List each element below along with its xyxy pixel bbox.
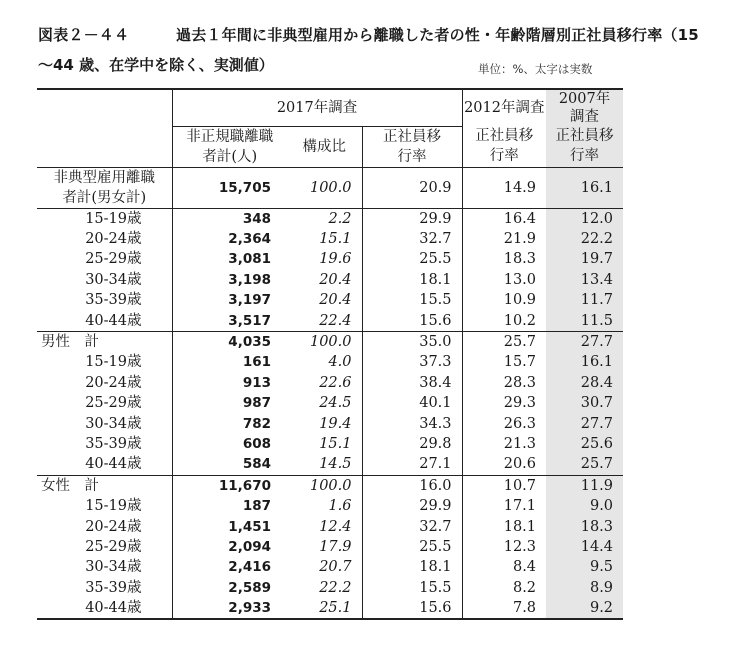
cell-rate-2017: 32.7 xyxy=(362,229,462,249)
row-label: 女性 計 xyxy=(37,475,172,496)
cell-rate-2017: 34.3 xyxy=(362,413,462,433)
document-title-line1 xyxy=(38,24,699,45)
cell-rate-2017: 25.5 xyxy=(362,249,462,269)
cell-rate-2007: 22.2 xyxy=(546,229,623,249)
header-leavers xyxy=(172,126,287,167)
row-label: 15-19歳 xyxy=(85,498,142,515)
cell-rate-2012: 7.8 xyxy=(462,598,546,619)
cell-rate-2012: 20.6 xyxy=(462,454,546,475)
cell-rate-2017: 16.0 xyxy=(362,475,462,496)
cell-count: 782 xyxy=(172,413,287,433)
row-label: 30-34歳 xyxy=(85,415,142,432)
row-label: 40-44歳 xyxy=(85,312,142,329)
unit-note: 単位：%、太字は実数 xyxy=(478,62,593,76)
header-2007-survey xyxy=(546,89,623,126)
row-label: 15-19歳 xyxy=(37,208,172,229)
row-label: 25-29歳 xyxy=(85,251,142,268)
cell-count: 15,705 xyxy=(172,167,287,208)
table-row xyxy=(37,373,623,393)
document-title-line2: ～44 歳、在学中を除く、実測値） xyxy=(38,56,274,74)
header-rate-2007-line1: 正社員移 xyxy=(555,128,614,145)
transition-rate-table xyxy=(37,88,623,620)
cell-count: 348 xyxy=(172,208,287,229)
cell-ratio: 25.1 xyxy=(287,598,362,619)
row-label: 40-44歳 xyxy=(37,598,172,619)
cell-rate-2007: 8.9 xyxy=(546,578,623,598)
cell-rate-2007: 9.2 xyxy=(546,598,623,619)
cell-rate-2007: 27.7 xyxy=(546,413,623,433)
table-row xyxy=(37,393,623,413)
header-rate-2012-line1: 正社員移 xyxy=(475,128,534,145)
cell-rate-2017: 15.6 xyxy=(362,598,462,619)
cell-rate-2012: 12.3 xyxy=(462,537,546,557)
cell-rate-2017: 25.5 xyxy=(362,537,462,557)
table-row xyxy=(37,290,623,310)
cell-rate-2012: 25.7 xyxy=(462,331,546,352)
cell-rate-2017: 29.8 xyxy=(362,434,462,454)
cell-rate-2012: 16.4 xyxy=(462,208,546,229)
cell-rate-2007: 11.5 xyxy=(546,310,623,331)
header-2007-line2: 調査 xyxy=(570,109,600,125)
cell-rate-2007: 16.1 xyxy=(546,167,623,208)
cell-rate-2012: 14.9 xyxy=(462,167,546,208)
cell-rate-2007: 19.7 xyxy=(546,249,623,269)
cell-rate-2007: 27.7 xyxy=(546,331,623,352)
cell-ratio: 19.4 xyxy=(319,415,352,432)
row-label: 男性 計 xyxy=(37,331,172,352)
cell-ratio: 100.0 xyxy=(287,475,362,496)
table-row xyxy=(37,310,623,331)
row-label: 20-24歳 xyxy=(85,518,142,535)
cell-rate-2017: 27.1 xyxy=(362,454,462,475)
cell-ratio: 14.5 xyxy=(319,456,352,473)
cell-count: 2,364 xyxy=(172,229,287,249)
header-blank-2 xyxy=(37,126,172,167)
table-row xyxy=(37,578,623,598)
table-row xyxy=(37,557,623,577)
header-2007-line1: 2007年 xyxy=(558,91,611,107)
cell-count: 3,197 xyxy=(172,290,287,310)
cell-rate-2012: 18.3 xyxy=(462,249,546,269)
cell-rate-2012: 26.3 xyxy=(462,413,546,433)
row-label: 25-29歳 xyxy=(85,395,142,412)
figure-number: 図表２－４４ xyxy=(38,26,130,44)
cell-ratio: 15.1 xyxy=(319,231,352,248)
header-leavers-line2: 者計(人) xyxy=(202,148,258,165)
cell-ratio: 4.0 xyxy=(328,354,352,371)
cell-count: 3,517 xyxy=(172,310,287,331)
header-2017-survey: 2017年調査 xyxy=(172,89,462,126)
table-row xyxy=(37,167,623,208)
cell-ratio: 12.4 xyxy=(319,518,352,535)
header-rate-2012-line2: 行率 xyxy=(489,148,519,165)
title-text: 過去１年間に非典型雇用から離職した者の性・年齢階層別正社員移行率（15 xyxy=(176,26,699,44)
cell-count: 2,589 xyxy=(172,578,287,598)
header-rate-2012 xyxy=(462,126,546,167)
cell-ratio: 19.6 xyxy=(319,251,352,268)
row-label: 35-39歳 xyxy=(85,579,142,596)
row-label xyxy=(37,167,172,208)
cell-rate-2017: 18.1 xyxy=(362,270,462,290)
cell-rate-2017: 37.3 xyxy=(362,352,462,372)
header-rate-2007-line2: 行率 xyxy=(570,148,600,165)
cell-rate-2012: 28.3 xyxy=(462,373,546,393)
table-row xyxy=(37,598,623,619)
table-row xyxy=(37,249,623,269)
cell-count: 3,198 xyxy=(172,270,287,290)
cell-count: 187 xyxy=(172,496,287,516)
row-label: 35-39歳 xyxy=(85,435,142,452)
cell-ratio: 15.1 xyxy=(319,435,352,452)
cell-rate-2012: 21.9 xyxy=(462,229,546,249)
cell-rate-2012: 29.3 xyxy=(462,393,546,413)
cell-rate-2007: 12.0 xyxy=(546,208,623,229)
cell-count: 2,933 xyxy=(172,598,287,619)
cell-count: 987 xyxy=(172,393,287,413)
cell-ratio: 100.0 xyxy=(287,331,362,352)
cell-count: 161 xyxy=(172,352,287,372)
header-blank xyxy=(37,89,172,126)
cell-count: 2,094 xyxy=(172,537,287,557)
table-row xyxy=(37,434,623,454)
table-row xyxy=(37,229,623,249)
cell-ratio: 24.5 xyxy=(319,395,352,412)
cell-rate-2007: 25.7 xyxy=(546,454,623,475)
table-row xyxy=(37,413,623,433)
header-ratio: 構成比 xyxy=(287,126,362,167)
table-row xyxy=(37,537,623,557)
table-row xyxy=(37,496,623,516)
row-label: 30-34歳 xyxy=(85,271,142,288)
cell-rate-2007: 9.0 xyxy=(546,496,623,516)
cell-count: 4,035 xyxy=(172,331,287,352)
cell-rate-2017: 18.1 xyxy=(362,557,462,577)
cell-rate-2017: 29.9 xyxy=(362,208,462,229)
header-rate-2007 xyxy=(546,126,623,167)
cell-rate-2017: 35.0 xyxy=(362,331,462,352)
row-label: 40-44歳 xyxy=(85,456,142,473)
cell-rate-2012: 15.7 xyxy=(462,352,546,372)
cell-rate-2007: 16.1 xyxy=(546,352,623,372)
cell-count: 913 xyxy=(172,373,287,393)
cell-rate-2007: 9.5 xyxy=(546,557,623,577)
row-label-line1: 非典型雇用離職 xyxy=(53,169,155,186)
cell-ratio: 17.9 xyxy=(319,538,352,555)
table-row xyxy=(37,208,623,229)
cell-rate-2007: 18.3 xyxy=(546,516,623,536)
cell-rate-2007: 28.4 xyxy=(546,373,623,393)
cell-ratio: 2.2 xyxy=(287,208,362,229)
table-row xyxy=(37,331,623,352)
table-row xyxy=(37,475,623,496)
cell-ratio: 20.4 xyxy=(319,271,352,288)
cell-ratio: 22.6 xyxy=(319,374,352,391)
row-label: 35-39歳 xyxy=(85,292,142,309)
cell-count: 2,416 xyxy=(172,557,287,577)
cell-count: 3,081 xyxy=(172,249,287,269)
cell-rate-2017: 32.7 xyxy=(362,516,462,536)
cell-ratio: 100.0 xyxy=(287,167,362,208)
cell-ratio: 20.7 xyxy=(319,559,352,576)
cell-rate-2007: 14.4 xyxy=(546,537,623,557)
table-row xyxy=(37,516,623,536)
cell-rate-2017: 15.5 xyxy=(362,578,462,598)
header-rate-2017-line2: 行率 xyxy=(397,148,427,165)
cell-rate-2007: 11.9 xyxy=(546,475,623,496)
header-rate-2017 xyxy=(362,126,462,167)
cell-rate-2017: 15.6 xyxy=(362,310,462,331)
cell-rate-2012: 8.4 xyxy=(462,557,546,577)
cell-rate-2012: 18.1 xyxy=(462,516,546,536)
cell-rate-2017: 20.9 xyxy=(362,167,462,208)
header-leavers-line1: 非正規職離職 xyxy=(186,128,274,145)
cell-ratio: 22.4 xyxy=(319,312,352,329)
cell-rate-2017: 40.1 xyxy=(362,393,462,413)
cell-rate-2007: 11.7 xyxy=(546,290,623,310)
table-row xyxy=(37,352,623,372)
cell-rate-2007: 30.7 xyxy=(546,393,623,413)
row-label: 25-29歳 xyxy=(85,538,142,555)
row-label: 15-19歳 xyxy=(85,354,142,371)
cell-count: 584 xyxy=(172,454,287,475)
cell-count: 11,670 xyxy=(172,475,287,496)
row-label-line2: 者計(男女計) xyxy=(62,189,147,206)
cell-rate-2017: 29.9 xyxy=(362,496,462,516)
cell-rate-2012: 17.1 xyxy=(462,496,546,516)
cell-ratio: 1.6 xyxy=(328,498,352,515)
cell-rate-2012: 13.0 xyxy=(462,270,546,290)
cell-rate-2012: 8.2 xyxy=(462,578,546,598)
row-label: 30-34歳 xyxy=(85,559,142,576)
cell-rate-2007: 25.6 xyxy=(546,434,623,454)
cell-ratio: 20.4 xyxy=(319,292,352,309)
cell-rate-2017: 15.5 xyxy=(362,290,462,310)
cell-count: 608 xyxy=(172,434,287,454)
header-2012-survey: 2012年調査 xyxy=(462,89,546,126)
row-label: 20-24歳 xyxy=(85,231,142,248)
cell-ratio: 22.2 xyxy=(319,579,352,596)
cell-rate-2017: 38.4 xyxy=(362,373,462,393)
cell-rate-2012: 21.3 xyxy=(462,434,546,454)
cell-count: 1,451 xyxy=(172,516,287,536)
row-label: 20-24歳 xyxy=(85,374,142,391)
cell-rate-2012: 10.9 xyxy=(462,290,546,310)
table-row xyxy=(37,270,623,290)
cell-rate-2007: 13.4 xyxy=(546,270,623,290)
table-row xyxy=(37,454,623,475)
cell-rate-2012: 10.7 xyxy=(462,475,546,496)
header-rate-2017-line1: 正社員移 xyxy=(383,128,442,145)
cell-rate-2012: 10.2 xyxy=(462,310,546,331)
